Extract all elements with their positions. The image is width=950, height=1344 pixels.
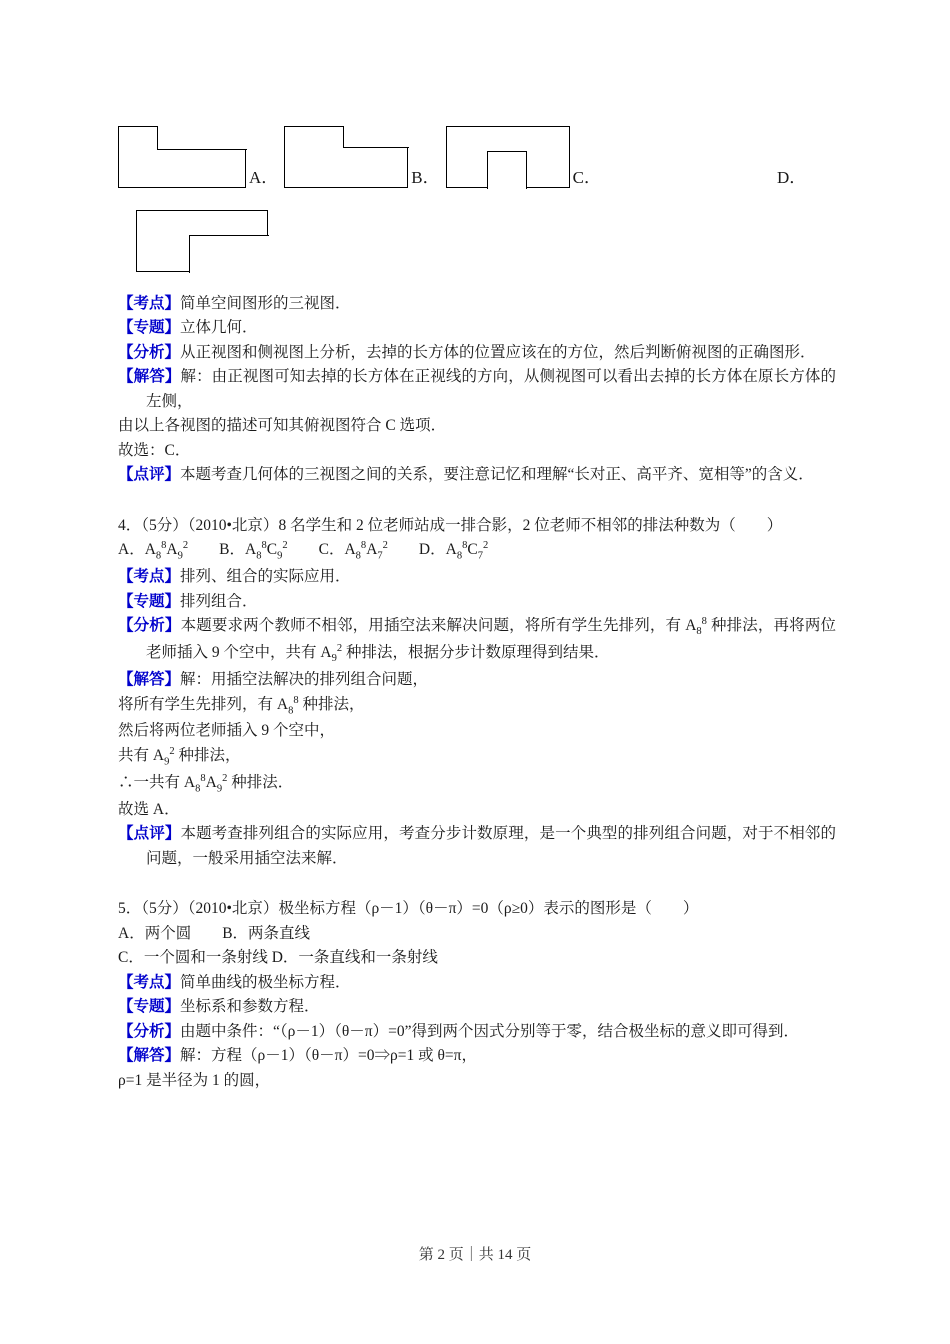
q4-jieda-text: 解：用插空法解决的排列组合问题， xyxy=(180,671,429,689)
q3-jieda-line2: 由以上各视图的描述可知其俯视图符合 C 选项． xyxy=(118,417,447,435)
q3-jieda-line xyxy=(118,365,836,414)
figure-option-b xyxy=(284,126,408,188)
q4-dianping-line xyxy=(118,822,836,871)
figure-option-c xyxy=(446,126,570,188)
q3-dianping-line xyxy=(118,463,836,487)
q3-fenxi-text: 从正视图和侧视图上分析，去掉的长方体的位置应该在的方位，然后判断俯视图的正确图形． xyxy=(180,343,816,361)
q4-kaodian-text: 排列、组合的实际应用． xyxy=(180,568,351,586)
q3-zhuanti-text: 立体几何． xyxy=(180,319,258,337)
q4-jieda-line5: ∴一共有 $A_8^8A_9^2$ 种排法． xyxy=(118,772,294,795)
q4-jieda-line4: 共有 $A_9^2$ 种排法， xyxy=(118,745,241,768)
jieda-tag: 【解答】 xyxy=(118,671,181,689)
q5-stem-line xyxy=(118,897,836,921)
q5-kaodian-text: 简单曲线的极坐标方程． xyxy=(180,973,351,991)
page-footer: 第 2 页｜共 14 页 xyxy=(418,1247,532,1263)
q5-option-cd: C．一个圆和一条射线 D．一条直线和一条射线 xyxy=(118,949,438,967)
kaodian-tag: 【考点】 xyxy=(118,295,181,312)
q5-number: 5．（5分）（2010•北京） xyxy=(118,900,279,918)
q4-stem-line xyxy=(118,514,836,538)
q3-fenxi-line xyxy=(118,341,836,365)
figure-label-c: C． xyxy=(572,168,601,187)
q3-kaodian-text: 简单空间图形的三视图． xyxy=(180,295,351,312)
q4-jieda-line6: 故选 A． xyxy=(118,800,180,818)
q4-jieda-line3: 然后将两位老师插入 9 个空中， xyxy=(118,722,336,740)
q4-options: A．$A_8^8A_9^2$ B．$A_8^8C_9^2$ C．$A_8^8A_7^2$ D．$A_8^8C_7^2$ xyxy=(118,540,489,562)
zhuanti-tag: 【专题】 xyxy=(118,998,181,1016)
q4-jieda-line2: 将所有学生先排列，有 $A_8^8$ 种排法， xyxy=(118,694,365,716)
q4-jieda-line xyxy=(118,668,836,692)
figure-label-d: D． xyxy=(776,168,807,187)
q4-dianping-text: 本题考查排列组合的实际应用，考查分步计数原理，是一个典型的排列组合问题，对于不相邻的问题，一般采用插空法来解． xyxy=(146,825,836,867)
figure-row-bottom xyxy=(118,200,836,272)
q5-fenxi-text: 由题中条件：“（ρ－1）（θ－π）=0”得到两个因式分别等于零，结合极坐标的意义即可得到． xyxy=(180,1022,800,1040)
q3-zhuanti-line xyxy=(118,316,836,340)
dianping-tag: 【点评】 xyxy=(118,466,181,484)
q4-zhuanti-line xyxy=(118,590,836,614)
kaodian-tag: 【考点】 xyxy=(118,973,181,991)
q3-jieda-line3: 故选：C． xyxy=(118,441,191,459)
jieda-tag: 【解答】 xyxy=(118,368,181,386)
q5-stem-text: 极坐标方程（ρ－1）（θ－π）=0（ρ≥0）表示的图形是（ ） xyxy=(278,900,699,918)
figure-label-b: B． xyxy=(411,168,440,187)
q4-kaodian-line xyxy=(118,565,836,589)
q5-jieda-line2: ρ=1 是半径为 1 的圆， xyxy=(118,1071,271,1089)
q3-jieda-text: 解：由正视图可知去掉的长方体在正视线的方向，从侧视图可以看出去掉的长方体在原长方体的左侧， xyxy=(146,368,836,410)
fenxi-tag: 【分析】 xyxy=(118,617,181,635)
q5-fenxi-line xyxy=(118,1020,836,1044)
page-content xyxy=(118,98,836,1093)
spacer xyxy=(118,272,836,292)
kaodian-tag: 【考点】 xyxy=(118,568,181,586)
q5-kaodian-line xyxy=(118,971,836,995)
q5-zhuanti-text: 坐标系和参数方程． xyxy=(180,998,320,1016)
q5-option-ab: A．两个圆 B．两条直线 xyxy=(118,924,311,942)
fenxi-tag: 【分析】 xyxy=(118,343,181,361)
fenxi-tag: 【分析】 xyxy=(118,1022,181,1040)
zhuanti-tag: 【专题】 xyxy=(118,592,181,610)
figure-label-a: A． xyxy=(249,168,279,187)
figure-b-inner-rect xyxy=(343,126,409,148)
q4-fenxi-text: 本题要求两个教师不相邻，用插空法来解决问题，将所有学生先排列，有 $A_8^8$ 种排法，再将两位老师插入 9 个空中，共有 $A_9^2$ 种排法，根据分步计数原理得到结果． xyxy=(146,616,836,665)
figure-option-a xyxy=(118,126,246,188)
q4-fenxi-line xyxy=(118,614,836,668)
q4-number: 4．（5分）（2010•北京） xyxy=(118,516,279,534)
figure-a-inner-rect xyxy=(157,126,247,150)
q3-dianping-text: 本题考查几何体的三视图之间的关系，要注意记忆和理解“长对正、高平齐、宽相等”的含义． xyxy=(180,466,814,484)
figure-d-inner-rect xyxy=(189,235,269,273)
q4-stem-text: 8 名学生和 2 位老师站成一排合影，2 位老师不相邻的排法种数为（ ） xyxy=(278,516,783,534)
figure-row-top xyxy=(118,98,836,188)
q5-jieda-text: 解：方程（ρ－1）（θ－π）=0⇒ρ=1 或 θ=π， xyxy=(180,1047,477,1065)
jieda-tag: 【解答】 xyxy=(118,1047,181,1065)
q3-kaodian-line xyxy=(118,292,836,316)
figure-c-inner-rect xyxy=(487,151,527,189)
q5-zhuanti-line xyxy=(118,995,836,1019)
q4-zhuanti-text: 排列组合． xyxy=(180,592,258,610)
zhuanti-tag: 【专题】 xyxy=(118,319,181,337)
q5-jieda-line xyxy=(118,1044,836,1068)
figure-option-d xyxy=(136,210,268,272)
section-gap-2 xyxy=(118,871,836,897)
section-gap-1 xyxy=(118,488,836,514)
dianping-tag: 【点评】 xyxy=(118,825,181,843)
